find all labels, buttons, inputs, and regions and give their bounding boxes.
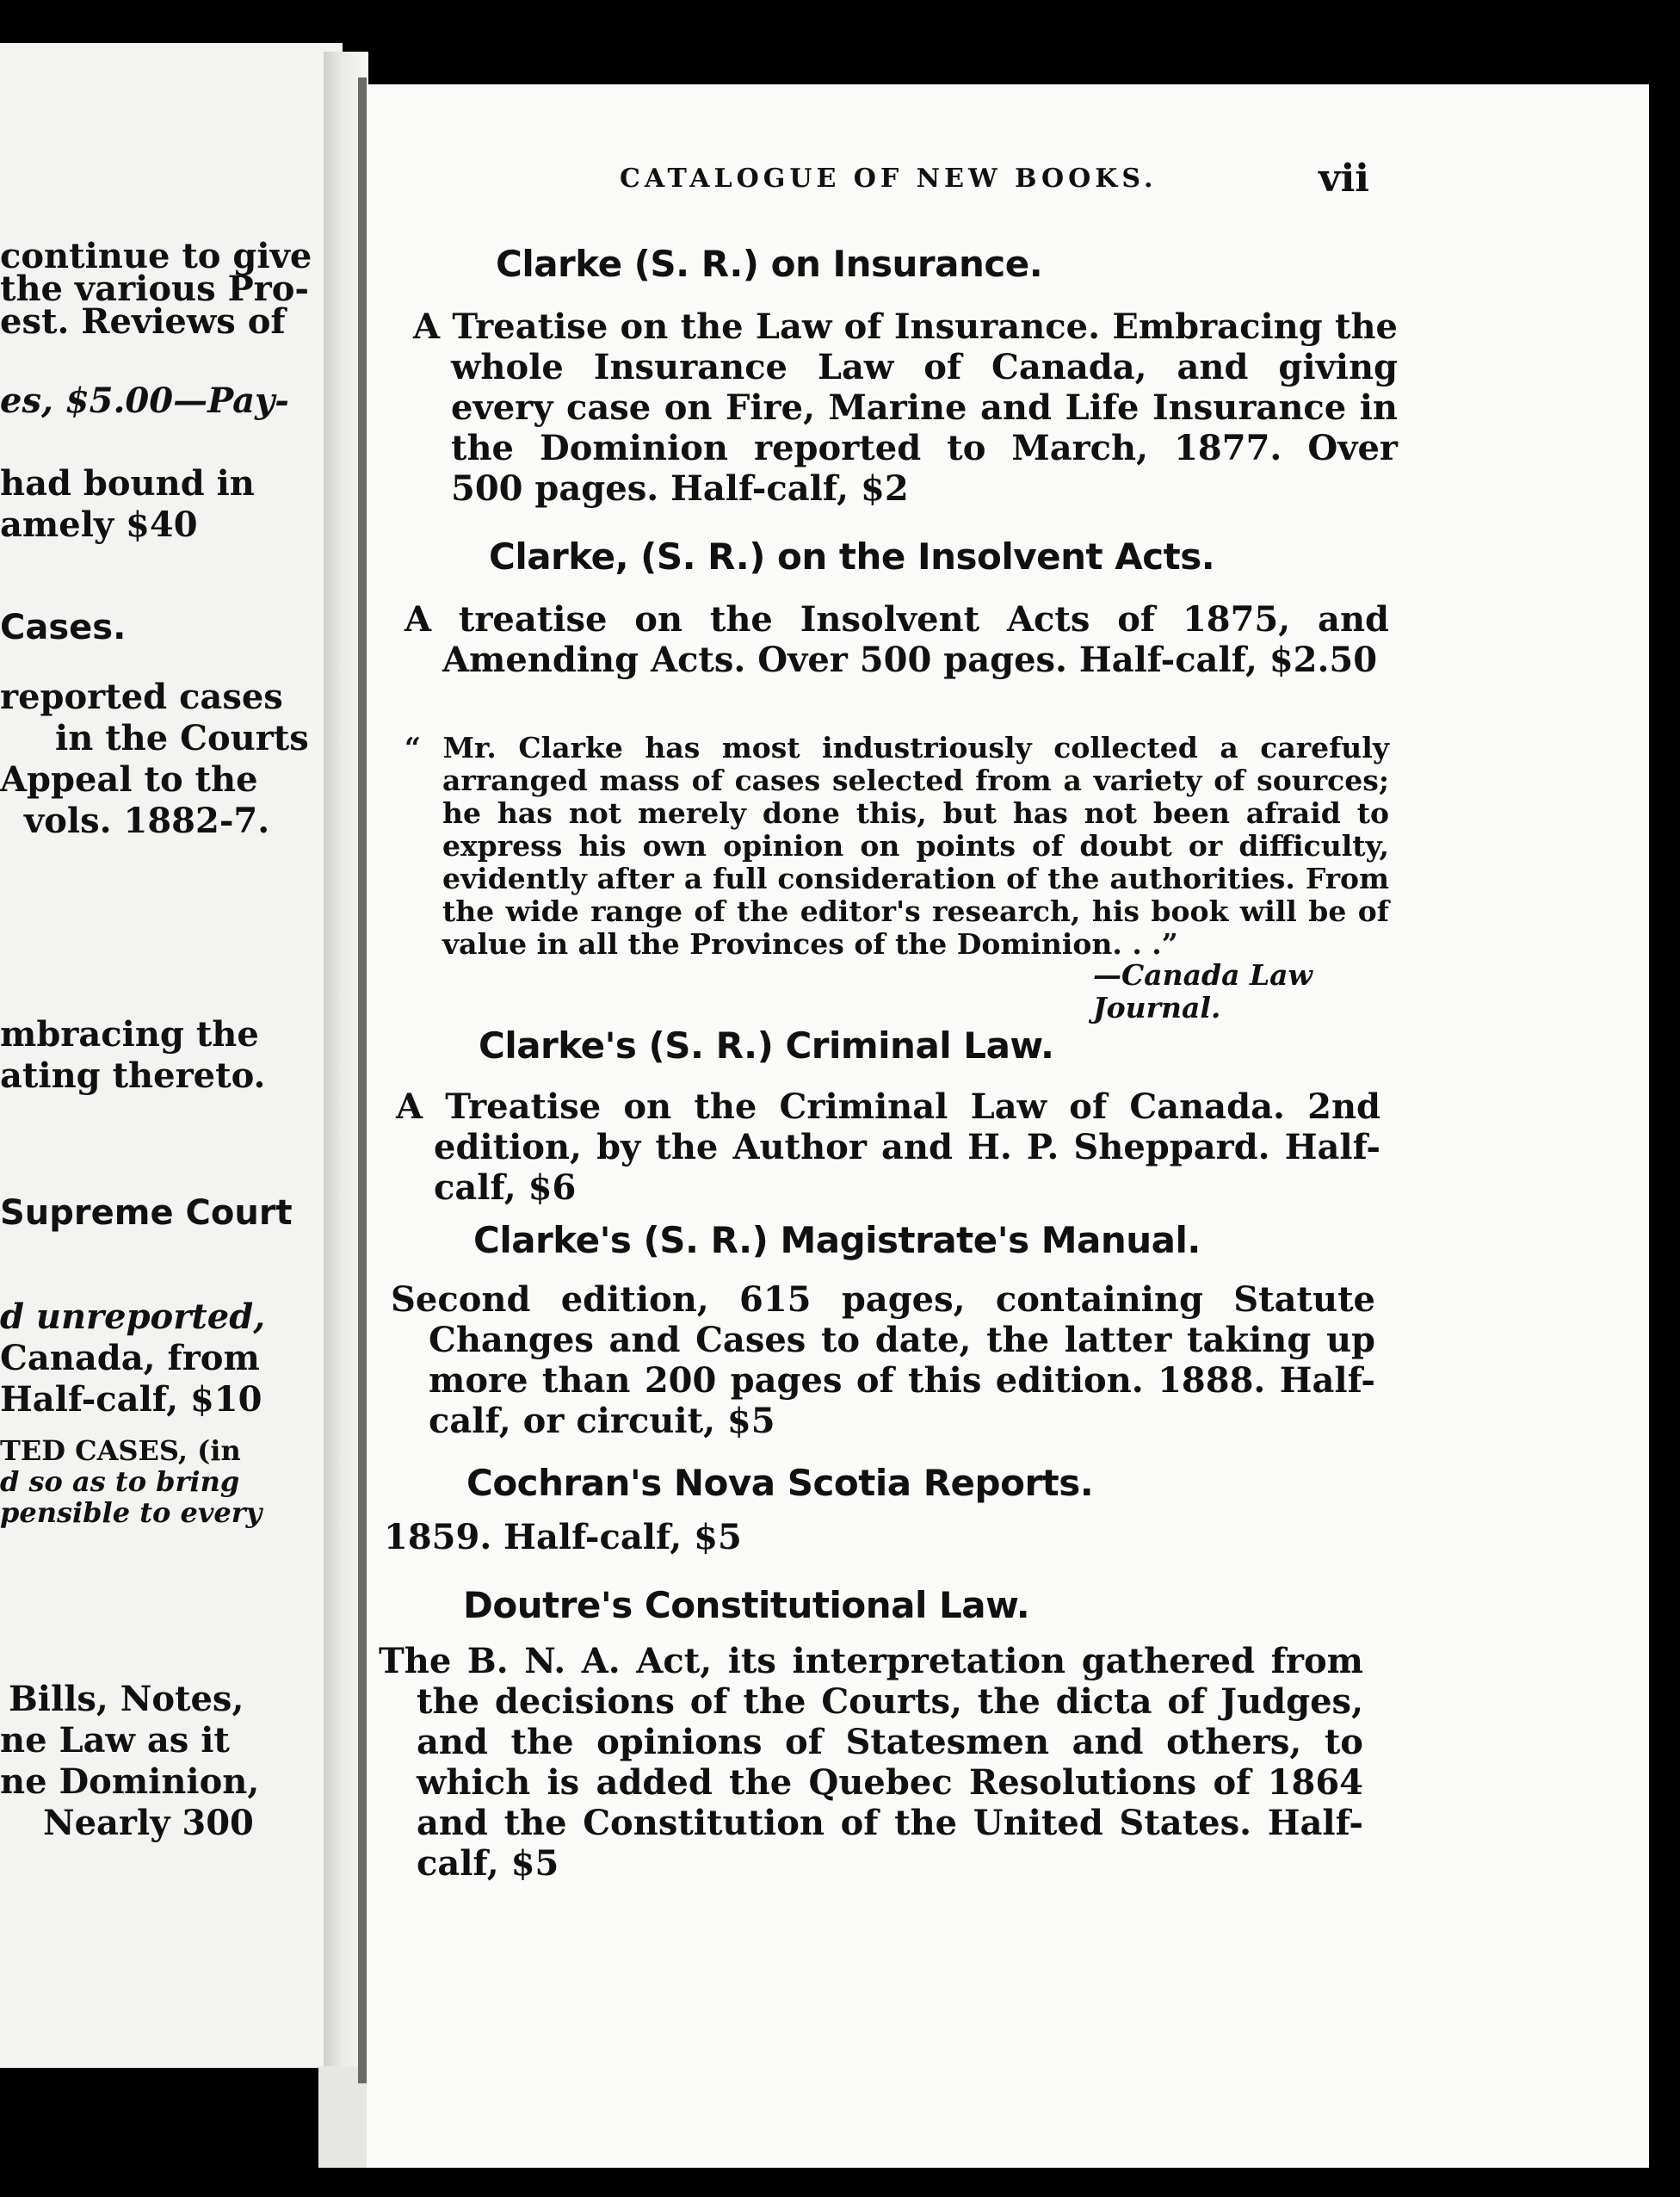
entry-body: Second edition, 615 pages, containing Statute Changes and Cases to date, the latter taking up more than 200 pages of this edition. 1888. Half-calf, or circuit, $5 xyxy=(391,1279,1375,1441)
left-text-line: est. Reviews of xyxy=(0,301,286,342)
entry-body: A Treatise on the Criminal Law of Canada. 2nd edition, by the Author and H. P. Sheppard. Half-calf, $6 xyxy=(396,1086,1380,1208)
left-text-line: mbracing the xyxy=(0,1014,259,1055)
left-text-line: ating thereto. xyxy=(0,1055,266,1096)
entry-body: 1859. Half-calf, $5 xyxy=(384,1517,742,1557)
left-text-line: continue to give xyxy=(0,236,312,276)
page-number: vii xyxy=(1319,157,1369,201)
left-page xyxy=(0,43,343,2068)
left-text-line: Canada, from xyxy=(0,1338,260,1378)
entry-title: Clarke, (S. R.) on the Insolvent Acts. xyxy=(489,535,1215,578)
left-text-line: d so as to bring xyxy=(0,1465,240,1498)
entry-title: Doutre's Constitutional Law. xyxy=(463,1584,1030,1626)
entry-title: Cochran's Nova Scotia Reports. xyxy=(466,1462,1094,1504)
left-text-line: d unreported, xyxy=(0,1297,266,1337)
left-text-line: reported cases xyxy=(0,677,283,717)
running-head: CATALOGUE OF NEW BOOKS. xyxy=(620,164,1158,194)
left-text-line: Nearly 300 xyxy=(43,1803,254,1843)
left-text-line: amely $40 xyxy=(0,504,198,545)
gutter-edge xyxy=(358,77,367,2083)
left-heading: Cases. xyxy=(0,608,127,647)
left-text-line: Appeal to the xyxy=(0,759,258,800)
entry-title: Clarke's (S. R.) Criminal Law. xyxy=(479,1024,1054,1067)
left-text-line: es, $5.00—Pay- xyxy=(0,381,289,421)
left-text-line: pensible to every xyxy=(0,1496,262,1529)
left-text-line: Bills, Notes, xyxy=(9,1679,244,1719)
left-text-line: in the Courts xyxy=(55,718,309,758)
left-text-line: TED CASES, (in xyxy=(0,1434,241,1467)
review-source: —Canada Law Journal. xyxy=(1093,958,1312,1024)
left-text-line: Half-calf, $10 xyxy=(0,1379,262,1420)
left-text-line: had bound in xyxy=(0,463,255,504)
left-text-line: vols. 1882-7. xyxy=(24,801,270,841)
left-text-line: ne Dominion, xyxy=(0,1761,260,1802)
entry-body: A treatise on the Insolvent Acts of 1875, and Amending Acts. Over 500 pages. Half-calf, $2.50 xyxy=(405,599,1389,680)
entry-title: Clarke (S. R.) on Insurance. xyxy=(496,243,1043,285)
left-heading: Supreme Court xyxy=(0,1193,293,1233)
left-text-line: the various Pro- xyxy=(0,269,310,309)
entry-body: The B. N. A. Act, its interpretation gathered from the decisions of the Courts, the dicta of Judges, and the opinions of Statesmen and others, to which is added the Quebec Resolutions of 1864 and the Constitution of the United States. Half-calf, $5 xyxy=(379,1641,1363,1884)
entry-body: A Treatise on the Law of Insurance. Embracing the whole Insurance Law of Canada, and giving every case on Fire, Marine and Life Insurance in the Dominion reported to March, 1877. Over 500 pages. Half-calf, $2 xyxy=(413,306,1398,509)
review-quote: “ Mr. Clarke has most industriously collected a carefuly arranged mass of cases selected from a variety of sources; he has not merely done this, but has not been afraid to express his own opinion on points of doubt or difficulty, evidently after a full consideration of the authorities. From the wide range of the editor's research, his book will be of value in all the Provinces of the Dominion. . .” xyxy=(405,731,1389,961)
entry-title: Clarke's (S. R.) Magistrate's Manual. xyxy=(473,1219,1201,1261)
left-text-line: ne Law as it xyxy=(0,1720,230,1761)
